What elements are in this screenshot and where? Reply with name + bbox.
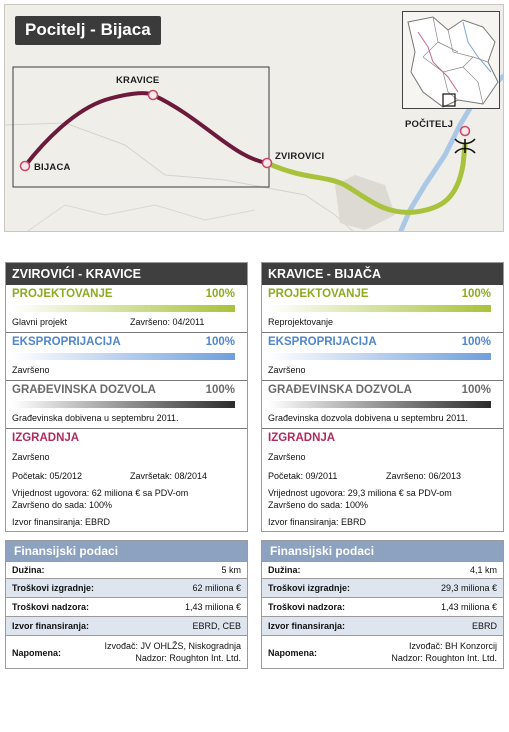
divider [6, 428, 247, 429]
finance-value: 62 miliona € [192, 583, 241, 593]
finance-key: Izvor finansiranja: [268, 621, 346, 631]
finance-value: EBRD [471, 621, 497, 631]
eksproprijacija-heading [268, 336, 497, 352]
section-panel-kravice-bijaca [261, 262, 504, 532]
eksproprijacija-progress-bar [12, 353, 235, 360]
label-bijaca: BIJACA [34, 162, 71, 173]
izgradnja-zavrsetak: Završetak: 08/2014 [130, 471, 208, 481]
built-route [25, 93, 267, 166]
divider [6, 380, 247, 381]
divider [262, 380, 503, 381]
eksproprijacija-heading [12, 336, 241, 352]
dozvola-progress-bar [12, 401, 235, 408]
projektovanje-note-right: Završeno: 04/2011 [130, 317, 205, 327]
dozvola-note: Građevinska dobivena u septembru 2011. [12, 413, 179, 423]
finance-value: 1,43 miliona € [184, 602, 241, 612]
projektovanje-percent: 100% [205, 288, 235, 300]
label-zvirovici: ZVIROVICI [275, 151, 325, 162]
projektovanje-percent: 100% [461, 288, 491, 300]
finance-key: Dužina: [12, 565, 45, 575]
finance-key: Troškovi izgradnje: [12, 583, 95, 593]
izgradnja-vrijednost: Vrijednost ugovora: 62 miliona € sa PDV-om [12, 488, 189, 498]
izgradnja-do-sada: Završeno do sada: 100% [268, 500, 369, 510]
dozvola-percent: 100% [461, 384, 491, 396]
finance-value: 29,3 miliona € [440, 583, 497, 593]
dozvola-heading [268, 384, 497, 400]
finance-title: Finansijski podaci [6, 541, 247, 561]
projektovanje-label: PROJEKTOVANJE [268, 288, 369, 300]
finance-row [6, 616, 247, 635]
finance-value: 1,43 miliona € [440, 602, 497, 612]
napomena-nadzor: Nadzor: Roughton Int. Ltd. [391, 653, 497, 663]
finance-table-right [261, 540, 504, 669]
projektovanje-note [268, 317, 497, 328]
izgradnja-do-sada: Završeno do sada: 100% [12, 500, 113, 510]
napomena-izvodac: Izvođač: BH Konzorcij [408, 641, 497, 651]
dozvola-heading [12, 384, 241, 400]
node-bijaca [21, 162, 30, 171]
panel-title: KRAVICE - BIJAČA [262, 263, 503, 285]
finance-title: Finansijski podaci [262, 541, 503, 561]
finance-row [6, 635, 247, 668]
divider [262, 428, 503, 429]
dozvola-progress-bar [268, 401, 491, 408]
izgradnja-izvor: Izvor finansiranja: EBRD [12, 517, 111, 527]
projektovanje-progress-bar [268, 305, 491, 312]
map-title: Pocitelj - Bijaca [15, 16, 161, 45]
finance-row [262, 635, 503, 668]
dozvola-label: GRAĐEVINSKA DOZVOLA [12, 384, 156, 396]
dozvola-note: Građevinska dozvola dobivena u septembru 2011. [268, 413, 468, 423]
izgradnja-dates [12, 471, 241, 482]
izgradnja-izvor: Izvor finansiranja: EBRD [268, 517, 367, 527]
eksproprijacija-percent: 100% [461, 336, 491, 348]
finance-row [262, 616, 503, 635]
finance-key: Troškovi nadzora: [268, 602, 346, 612]
label-kravice: KRAVICE [116, 75, 160, 86]
finance-value [104, 640, 241, 664]
divider [6, 332, 247, 333]
node-kravice [149, 91, 158, 100]
projektovanje-note-left: Reprojektovanje [268, 317, 334, 327]
finance-value [391, 640, 497, 664]
projektovanje-note-left: Glavni projekt [12, 317, 68, 327]
izgradnja-heading [12, 432, 241, 448]
finance-row [6, 578, 247, 597]
finance-key: Napomena: [12, 648, 62, 658]
projektovanje-progress-bar [12, 305, 235, 312]
node-zvirovici [263, 159, 272, 168]
finance-table-left [5, 540, 248, 669]
eksproprijacija-note: Završeno [268, 365, 306, 375]
interchange-icon [455, 139, 475, 153]
finance-row [6, 597, 247, 616]
node-pocitelj [461, 127, 470, 136]
finance-row [262, 597, 503, 616]
dozvola-label: GRAĐEVINSKA DOZVOLA [268, 384, 412, 396]
finance-row [6, 561, 247, 578]
finance-key: Troškovi izgradnje: [268, 583, 351, 593]
projektovanje-heading [268, 288, 497, 304]
dozvola-percent: 100% [205, 384, 235, 396]
izgradnja-status: Završeno [268, 452, 306, 462]
izgradnja-heading [268, 432, 497, 448]
panel-title: ZVIROVIĆI - KRAVICE [6, 263, 247, 285]
izgradnja-pocetak: Početak: 09/2011 [268, 471, 338, 481]
eksproprijacija-label: EKSPROPRIJACIJA [12, 336, 121, 348]
izgradnja-zavrsetak: Završeno: 06/2013 [386, 471, 462, 481]
projektovanje-note [12, 317, 241, 328]
finance-key: Dužina: [268, 565, 301, 575]
projektovanje-label: PROJEKTOVANJE [12, 288, 113, 300]
eksproprijacija-percent: 100% [205, 336, 235, 348]
napomena-nadzor: Nadzor: Roughton Int. Ltd. [135, 653, 241, 663]
izgradnja-vrijednost: Vrijednost ugovora: 29,3 miliona € sa PDV-om [268, 488, 452, 498]
finance-key: Izvor finansiranja: [12, 621, 90, 631]
napomena-izvodac: Izvođač: JV OHLŽS, Niskogradnja [104, 641, 241, 651]
izgradnja-label: IZGRADNJA [12, 432, 80, 444]
finance-key: Napomena: [268, 648, 318, 658]
finance-value: EBRD, CEB [192, 621, 241, 631]
finance-key: Troškovi nadzora: [12, 602, 90, 612]
eksproprijacija-progress-bar [268, 353, 491, 360]
izgradnja-pocetak: Početak: 05/2012 [12, 471, 83, 481]
finance-value: 5 km [221, 565, 241, 575]
eksproprijacija-label: EKSPROPRIJACIJA [268, 336, 377, 348]
finance-row [262, 578, 503, 597]
projektovanje-heading [12, 288, 241, 304]
izgradnja-dates [268, 471, 497, 482]
izgradnja-status: Završeno [12, 452, 50, 462]
route-map [4, 4, 504, 232]
eksproprijacija-note: Završeno [12, 365, 50, 375]
izgradnja-label: IZGRADNJA [268, 432, 336, 444]
locator-inset [402, 11, 500, 109]
section-panel-zvirovici-kravice [5, 262, 248, 532]
finance-row [262, 561, 503, 578]
label-pocitelj: POČITELJ [405, 119, 454, 130]
locator-map [403, 12, 500, 109]
divider [262, 332, 503, 333]
finance-value: 4,1 km [469, 565, 497, 575]
